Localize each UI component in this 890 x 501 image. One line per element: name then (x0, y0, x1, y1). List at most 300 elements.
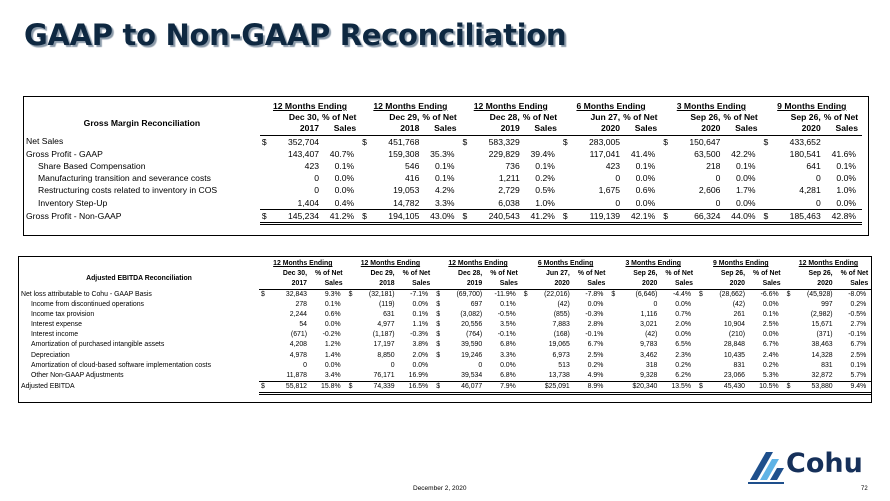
percent-cell: 0.4% (322, 197, 360, 210)
period-year: 2017 (299, 123, 320, 134)
currency-symbol (347, 310, 357, 320)
currency-symbol (609, 381, 619, 393)
period-pct: % of Net (823, 112, 859, 123)
currency-symbol (609, 371, 619, 382)
percent-cell: 2.0% (675, 321, 691, 329)
value-cell: 9,328 (619, 371, 660, 382)
currency-symbol: $ (785, 381, 795, 393)
row-label: Net Sales (26, 136, 64, 147)
currency-symbol (762, 184, 772, 196)
percent-cell: 1.7% (735, 185, 756, 196)
currency-symbol (461, 172, 471, 184)
period-heading: 12 Months Ending (473, 101, 548, 111)
value-cell: 6,038 (471, 197, 523, 210)
value-cell: 1,404 (270, 197, 322, 210)
percent-cell: 42.1% (623, 209, 661, 223)
percent-cell: 0.0% (836, 173, 856, 184)
currency-symbol (522, 330, 532, 340)
currency-symbol (259, 371, 269, 382)
percent-cell: 0.0% (735, 173, 756, 184)
currency-symbol (522, 320, 532, 330)
value-cell: 2,244 (289, 311, 307, 319)
value-cell: 0 (314, 185, 320, 196)
value-cell: 318 (645, 361, 658, 369)
percent-cell: -0.5% (497, 311, 516, 319)
currency-symbol (785, 340, 795, 350)
currency-symbol: $ (609, 290, 619, 301)
period-heading: 3 Months Ending (676, 101, 746, 111)
period-pct: % of Net (665, 270, 693, 277)
period-date: Jun 27, (590, 112, 621, 123)
value-cell: (119) (379, 301, 395, 309)
period-pct: % of Net (322, 112, 357, 123)
percent-cell: 2.7% (850, 321, 867, 329)
period-year: 2020 (642, 280, 658, 287)
value-cell: 229,829 (488, 148, 520, 159)
period-year: 2020 (554, 280, 570, 287)
period-heading: 12 Months Ending (273, 260, 333, 267)
currency-symbol (434, 371, 444, 382)
table-row (19, 290, 872, 301)
value-cell: 119,139 (571, 209, 623, 223)
percent-cell: 2.5% (762, 321, 779, 329)
value-cell: 28,848 (723, 341, 745, 349)
period-year: 2018 (379, 280, 395, 287)
value-cell: (168) (553, 331, 570, 339)
currency-symbol (661, 184, 671, 196)
value-cell: 1,211 (498, 173, 520, 184)
percent-cell: 10.5% (748, 381, 785, 393)
currency-symbol (762, 172, 772, 184)
currency-symbol (561, 172, 571, 184)
percent-cell: 35.3% (430, 148, 455, 159)
row-label: Amortization of cloud-based software implementation costs (31, 361, 212, 369)
percent-cell: 0.0% (587, 301, 604, 309)
value-cell: 352,704 (270, 135, 322, 148)
table-row (24, 148, 862, 160)
percent-cell: 0.7% (675, 311, 691, 319)
period-heading: 12 Months Ending (448, 260, 508, 267)
value-cell: 7,883 (552, 321, 570, 329)
row-label: Share Based Compensation (38, 161, 146, 172)
percent-cell: 0.1% (836, 161, 856, 172)
period-date: Sep 26, (720, 270, 745, 277)
value-cell: 261 (733, 311, 745, 319)
header-row (24, 101, 862, 112)
percent-cell: -0.2% (322, 331, 341, 339)
ebitda-table (19, 259, 872, 395)
period-pct: % of Net (402, 270, 431, 277)
table-row (19, 320, 872, 330)
value-cell: 14,782 (370, 197, 422, 210)
percent-cell: 6.7% (587, 341, 604, 349)
percent-cell: 16.9% (398, 371, 435, 382)
period-date: Sep 26, (690, 112, 721, 123)
currency-symbol (609, 330, 619, 340)
percent-cell: 13.5% (660, 381, 697, 393)
currency-symbol: $ (762, 135, 772, 148)
value-cell: 423 (304, 161, 320, 172)
value-cell: 6,973 (552, 351, 570, 359)
currency-symbol: $ (259, 381, 269, 393)
period-year: 2020 (701, 123, 721, 134)
percent-cell: 0.2% (675, 361, 691, 369)
period-sales: Sales (835, 123, 858, 134)
value-cell: 32,843 (269, 290, 310, 301)
value-cell: 4,281 (799, 185, 821, 196)
period-sales: Sales (333, 123, 357, 134)
percent-cell: 4.9% (573, 371, 610, 382)
percent-cell: 44.0% (723, 209, 761, 223)
currency-symbol (785, 330, 795, 340)
currency-symbol: $ (522, 290, 532, 301)
currency-symbol (360, 172, 370, 184)
value-cell: (855) (553, 311, 570, 319)
currency-symbol (260, 197, 270, 210)
currency-symbol (360, 160, 370, 172)
currency-symbol (522, 340, 532, 350)
value-cell: 0 (478, 361, 483, 369)
value-cell: 283,005 (571, 135, 623, 148)
period-heading: 6 Months Ending (576, 101, 646, 111)
value-cell: 180,541 (789, 148, 821, 159)
value-cell: (6,646) (619, 290, 660, 301)
value-cell: (69,700) (444, 290, 485, 301)
period-date: Dec 28, (458, 270, 483, 277)
value-cell: 4,978 (289, 351, 307, 359)
value-cell: 240,543 (471, 209, 523, 223)
cohu-logo (746, 444, 862, 486)
value-cell: 997 (821, 301, 833, 309)
value-cell: (32,181) (357, 290, 398, 301)
value-cell: 451,768 (370, 135, 422, 148)
value-cell: 4,977 (377, 321, 395, 329)
period-heading: 12 Months Ending (798, 260, 859, 267)
currency-symbol (697, 340, 707, 350)
percent-cell: 0.0% (334, 185, 355, 196)
period-sales: Sales (735, 123, 758, 134)
currency-symbol (522, 300, 532, 310)
period-heading: 12 Months Ending (360, 260, 421, 267)
period-year: 2017 (291, 280, 307, 287)
currency-symbol (347, 340, 357, 350)
period-date: Dec 30, (282, 270, 307, 277)
percent-cell: -7.8% (573, 290, 610, 301)
currency-symbol (522, 351, 532, 361)
value-cell: 641 (806, 161, 821, 172)
currency-symbol (609, 361, 619, 371)
value-cell: 0 (615, 173, 621, 184)
value-cell: 39,534 (444, 371, 485, 382)
currency-symbol: $ (785, 290, 795, 301)
percent-cell: 4.2% (434, 185, 455, 196)
period-date: Dec 29, (389, 112, 420, 123)
period-year: 2019 (466, 280, 483, 287)
page-number: 72 (861, 486, 868, 492)
percent-cell (422, 135, 460, 148)
currency-symbol (347, 300, 357, 310)
value-cell: 55,812 (269, 381, 310, 393)
percent-cell: 41.2% (322, 209, 360, 223)
value-cell: 2,729 (498, 185, 520, 196)
percent-cell: 16.5% (398, 381, 435, 393)
value-cell: 423 (605, 161, 621, 172)
value-cell: (45,928) (795, 290, 836, 301)
percent-cell: 42.8% (824, 209, 862, 223)
percent-cell: 6.5% (675, 341, 691, 349)
value-cell: 218 (706, 161, 721, 172)
value-cell: 0 (390, 361, 395, 369)
currency-symbol (609, 300, 619, 310)
value-cell: 3,462 (640, 351, 658, 359)
page-title: GAAP to Non-GAAP Reconciliation (24, 18, 567, 52)
value-cell: (42) (645, 331, 658, 339)
percent-cell: 6.2% (660, 371, 697, 382)
period-pct: % of Net (522, 112, 558, 123)
period-pct: % of Net (753, 270, 781, 277)
percent-cell: 6.7% (850, 341, 867, 349)
period-heading: 12 Months Ending (272, 101, 347, 111)
percent-cell (523, 135, 561, 148)
value-cell: 278 (295, 301, 307, 309)
percent-cell (824, 135, 862, 148)
currency-symbol: $ (360, 209, 370, 223)
currency-symbol (609, 351, 619, 361)
value-cell: $25,091 (532, 381, 573, 393)
percent-cell: 5.7% (836, 371, 873, 382)
percent-cell: 0.1% (850, 361, 867, 369)
header-row (24, 112, 862, 123)
percent-cell: 42.2% (731, 148, 756, 159)
currency-symbol: $ (661, 209, 671, 223)
section-label: Gross Margin Reconciliation (83, 118, 201, 129)
percent-cell: 3.3% (422, 197, 460, 210)
currency-symbol (661, 172, 671, 184)
value-cell: (210) (728, 331, 745, 339)
percent-cell: 0.1% (434, 173, 455, 184)
currency-symbol (609, 340, 619, 350)
currency-symbol: $ (561, 209, 571, 223)
value-cell: 46,077 (444, 381, 485, 393)
row-label: Other Non-GAAP Adjustments (31, 372, 124, 379)
table-row (24, 197, 862, 210)
footer-date: December 2, 2020 (413, 485, 467, 492)
header-row (19, 259, 872, 269)
currency-symbol (522, 361, 532, 371)
period-sales: Sales (762, 280, 781, 287)
percent-cell: 0.1% (635, 161, 656, 172)
percent-cell: -0.1% (585, 331, 604, 339)
percent-cell: -11.9% (485, 290, 522, 301)
percent-cell: 1.2% (324, 341, 341, 349)
value-cell: 63,500 (694, 148, 721, 159)
currency-symbol: $ (436, 311, 441, 319)
value-cell: 66,324 (671, 209, 723, 223)
value-cell: 45,430 (707, 381, 748, 393)
percent-cell: 0.1% (334, 161, 355, 172)
percent-cell: 0.1% (434, 161, 455, 172)
period-year: 2020 (801, 123, 821, 134)
cohu-logo-mark-icon (746, 446, 786, 486)
period-pct: % of Net (315, 270, 343, 277)
currency-symbol: $ (697, 381, 707, 393)
value-cell: 416 (405, 173, 420, 184)
value-cell: 0 (314, 173, 320, 184)
gross-margin-table (24, 101, 862, 225)
percent-cell: 3.8% (412, 341, 429, 349)
currency-symbol (347, 371, 357, 382)
row-label: Restructuring costs related to inventory in COS (38, 185, 218, 196)
currency-symbol (461, 148, 471, 160)
currency-symbol (785, 320, 795, 330)
value-cell: 39,590 (461, 341, 483, 349)
currency-symbol: $ (347, 381, 357, 393)
percent-cell: 0.1% (762, 311, 779, 319)
value-cell: 14,328 (811, 351, 833, 359)
currency-symbol (697, 320, 707, 330)
percent-cell: 0.0% (635, 173, 656, 184)
value-cell: 0 (815, 173, 821, 184)
value-cell: 1,675 (598, 185, 621, 196)
period-pct: % of Net (577, 270, 606, 277)
table-row (19, 340, 872, 350)
currency-symbol (697, 300, 707, 310)
table-row (19, 361, 872, 371)
currency-symbol (609, 320, 619, 330)
value-cell: 3,021 (640, 321, 658, 329)
row-label: Gross Profit - Non-GAAP (26, 211, 122, 222)
currency-symbol (762, 197, 772, 210)
value-cell: (22,016) (532, 290, 573, 301)
percent-cell: 3.5% (500, 321, 516, 329)
currency-symbol (522, 310, 532, 320)
currency-symbol (609, 310, 619, 320)
percent-cell: 6.8% (500, 341, 516, 349)
row-label: Net loss attributable to Cohu - GAAP Basis (21, 290, 152, 298)
currency-symbol (259, 340, 269, 350)
currency-symbol (785, 371, 795, 382)
percent-cell: 0.1% (324, 301, 341, 309)
currency-symbol: $ (436, 351, 441, 359)
value-cell: 0 (303, 361, 307, 369)
period-pct: % of Net (723, 112, 758, 123)
period-sales: Sales (324, 280, 343, 287)
period-heading: 9 Months Ending (713, 260, 769, 267)
table-row (24, 209, 862, 223)
table-row (24, 172, 862, 184)
currency-symbol: $ (461, 135, 471, 148)
percent-cell: 41.6% (831, 148, 856, 159)
percent-cell: 0.0% (412, 301, 429, 309)
table-row (24, 184, 862, 196)
currency-symbol: $ (762, 209, 772, 223)
percent-cell: 9.4% (836, 381, 873, 393)
percent-cell: -4.4% (660, 290, 697, 301)
row-label: Manufacturing transition and severance costs (38, 173, 211, 184)
value-cell: 9,783 (640, 341, 658, 349)
currency-symbol (697, 371, 707, 382)
currency-symbol: $ (661, 135, 671, 148)
period-pct: % of Net (623, 112, 658, 123)
value-cell: (3,082) (460, 311, 483, 319)
period-heading: 3 Months Ending (625, 260, 681, 267)
currency-symbol (461, 184, 471, 196)
percent-cell: 3.4% (310, 371, 347, 382)
value-cell: 0 (715, 173, 721, 184)
percent-cell: 43.0% (422, 209, 460, 223)
value-cell: 2,606 (698, 185, 721, 196)
currency-symbol (259, 361, 269, 371)
value-cell: 19,246 (461, 351, 483, 359)
value-cell: 19,053 (393, 185, 420, 196)
logo-text: Cohu (786, 448, 863, 479)
period-heading: 6 Months Ending (537, 260, 594, 267)
period-year: 2018 (400, 123, 420, 134)
period-heading: 12 Months Ending (373, 101, 448, 111)
value-cell: 17,197 (373, 341, 395, 349)
period-sales: Sales (634, 123, 658, 134)
currency-symbol: $ (436, 331, 441, 339)
percent-cell: -0.3% (410, 331, 429, 339)
currency-symbol (259, 351, 269, 361)
currency-symbol (785, 351, 795, 361)
currency-symbol (461, 160, 471, 172)
period-sales: Sales (412, 280, 431, 287)
currency-symbol (259, 310, 269, 320)
currency-symbol (259, 300, 269, 310)
currency-symbol (762, 160, 772, 172)
value-cell: (2,982) (810, 311, 833, 319)
table-row (19, 351, 872, 361)
percent-cell: 0.2% (587, 361, 604, 369)
percent-cell: 8.9% (573, 381, 610, 393)
period-sales: Sales (850, 280, 869, 287)
value-cell: 4,208 (289, 341, 307, 349)
percent-cell: 0.0% (675, 331, 691, 339)
currency-symbol: $ (360, 135, 370, 148)
value-cell: 10,904 (723, 321, 745, 329)
currency-symbol (347, 351, 357, 361)
row-label: Interest expense (31, 321, 82, 329)
currency-symbol: $ (434, 381, 444, 393)
currency-symbol (260, 184, 270, 196)
value-cell: (1,187) (372, 331, 395, 339)
value-cell: (671) (290, 331, 307, 339)
value-cell: 23,066 (707, 371, 748, 382)
table-row (19, 300, 872, 310)
currency-symbol (360, 148, 370, 160)
value-cell: 194,105 (370, 209, 422, 223)
currency-symbol (260, 148, 270, 160)
currency-symbol (360, 184, 370, 196)
percent-cell: 0.0% (500, 361, 516, 369)
value-cell: 831 (733, 361, 745, 369)
value-cell: 76,171 (357, 371, 398, 382)
percent-cell: 9.3% (310, 290, 347, 301)
value-cell: 54 (299, 321, 307, 329)
gross-margin-panel (23, 96, 869, 236)
percent-cell: 39.4% (530, 148, 555, 159)
value-cell: 0 (653, 301, 658, 309)
value-cell: 185,463 (772, 209, 824, 223)
currency-symbol (561, 184, 571, 196)
percent-cell: 0.0% (412, 361, 429, 369)
currency-symbol (785, 361, 795, 371)
currency-symbol (347, 320, 357, 330)
period-date: Sep 26, (790, 112, 821, 123)
percent-cell: 0.0% (324, 361, 341, 369)
currency-symbol (697, 351, 707, 361)
